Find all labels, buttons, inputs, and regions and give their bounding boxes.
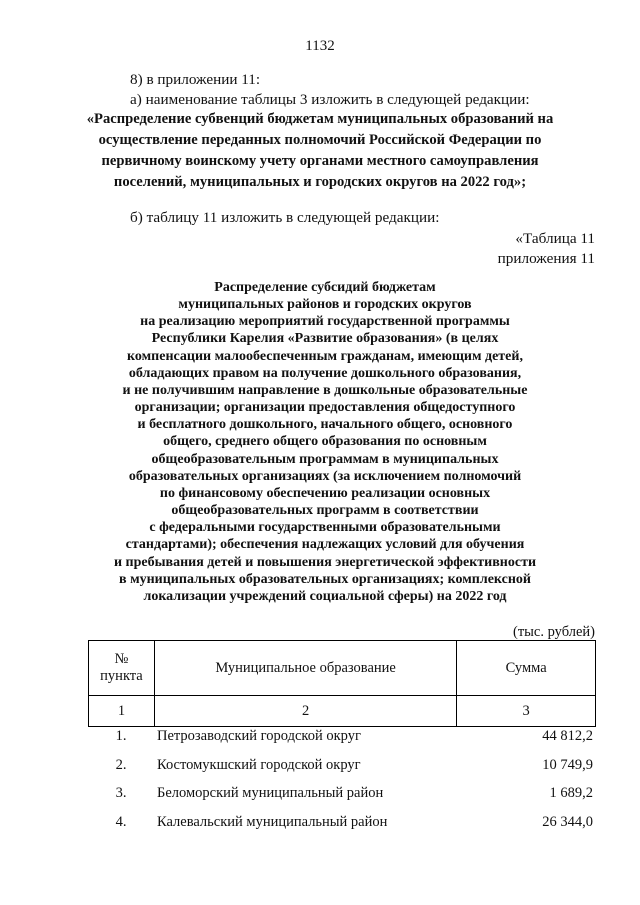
quoted-title-line: «Распределение субвенций бюджетам муниципальных образований на [86,111,554,127]
header-cell-number [89,641,155,696]
header-cell-sum: Сумма [457,641,596,696]
header-number-label: пункта [100,668,143,684]
row-sum: 10 749,9 [542,757,593,773]
quoted-title-line: поселений, муниципальных и городских округов на 2022 год»; [113,174,527,190]
row-number: 2. [115,757,127,773]
title-line: Республики Карелия «Развитие образования» (в целях [151,331,499,347]
header-cell-municipality: Муниципальное образование [154,641,456,696]
row-sum: 26 344,0 [542,814,593,830]
row-sum: 44 812,2 [542,728,593,744]
table-header-row [89,641,596,696]
title-line: общеобразовательных программ в соответствии [171,503,479,519]
column-number-cell: 1 [89,696,155,727]
title-line: общеобразовательным программам в муниципальных [151,451,499,467]
title-line: и не получившим направление в дошкольные образовательные [122,382,528,398]
table-reference-line: приложения 11 [497,250,595,267]
title-line: образовательных организациях (за исключением полномочий [128,468,522,484]
title-line: муниципальных районов и городских округов [178,297,472,313]
title-line: локализации учреждений социальной сферы) на 2022 год [143,588,507,604]
column-number-cell: 2 [154,696,456,727]
header-number-symbol: № [114,651,129,667]
row-municipality: Костомукшский городской округ [157,757,361,773]
table-title [60,279,590,605]
column-number-row [89,696,596,727]
row-municipality: Беломорский муниципальный район [157,785,384,801]
title-line: и бесплатного дошкольного, начального общего, основного [137,417,513,433]
table-reference [498,229,595,269]
table-reference-line: «Таблица 11 [515,230,595,247]
page-number: 1132 [305,38,335,54]
units-label: (тыс. рублей) [513,624,595,640]
row-number: 3. [115,785,127,801]
amendment-item-8: 8) в приложении 11: [130,71,261,88]
title-line: в муниципальных образовательных организациях; комплексной [119,571,531,587]
column-number-cell: 3 [457,696,596,727]
amendment-item-a: а) наименование таблицы 3 изложить в следующей редакции: [130,91,530,108]
quoted-title-line: первичному воинскому учету органами местного самоуправления [101,153,539,169]
title-line: на реализацию мероприятий государственной программы [140,314,510,330]
title-line: компенсации малообеспеченным гражданам, имеющим детей, [127,348,523,364]
row-number: 1. [115,728,127,744]
title-line: и пребывания детей и повышения энергетической эффективности [113,554,537,570]
title-line: общего, среднего общего образования по основным [163,434,487,450]
amendment-item-b: б) таблицу 11 изложить в следующей редакции: [130,209,440,226]
table-header [88,640,596,727]
row-sum: 1 689,2 [549,785,593,801]
title-line: Распределение субсидий бюджетам [214,280,436,295]
row-municipality: Калевальский муниципальный район [157,814,388,830]
title-line: стандартами); обеспечения надлежащих условий для обучения [125,537,525,553]
title-line: обладающих правом на получение дошкольного образования, [128,365,522,381]
title-line: по финансовому обеспечению реализации основных [159,485,491,501]
row-number: 4. [115,814,127,830]
row-municipality: Петрозаводский городской округ [157,728,361,744]
quoted-table3-title [60,109,580,193]
title-line: с федеральными государственными образовательными [149,520,501,536]
title-line: организации; организации предоставления общедоступного [134,400,516,416]
quoted-title-line: осуществление переданных полномочий Российской Федерации по [98,132,542,148]
